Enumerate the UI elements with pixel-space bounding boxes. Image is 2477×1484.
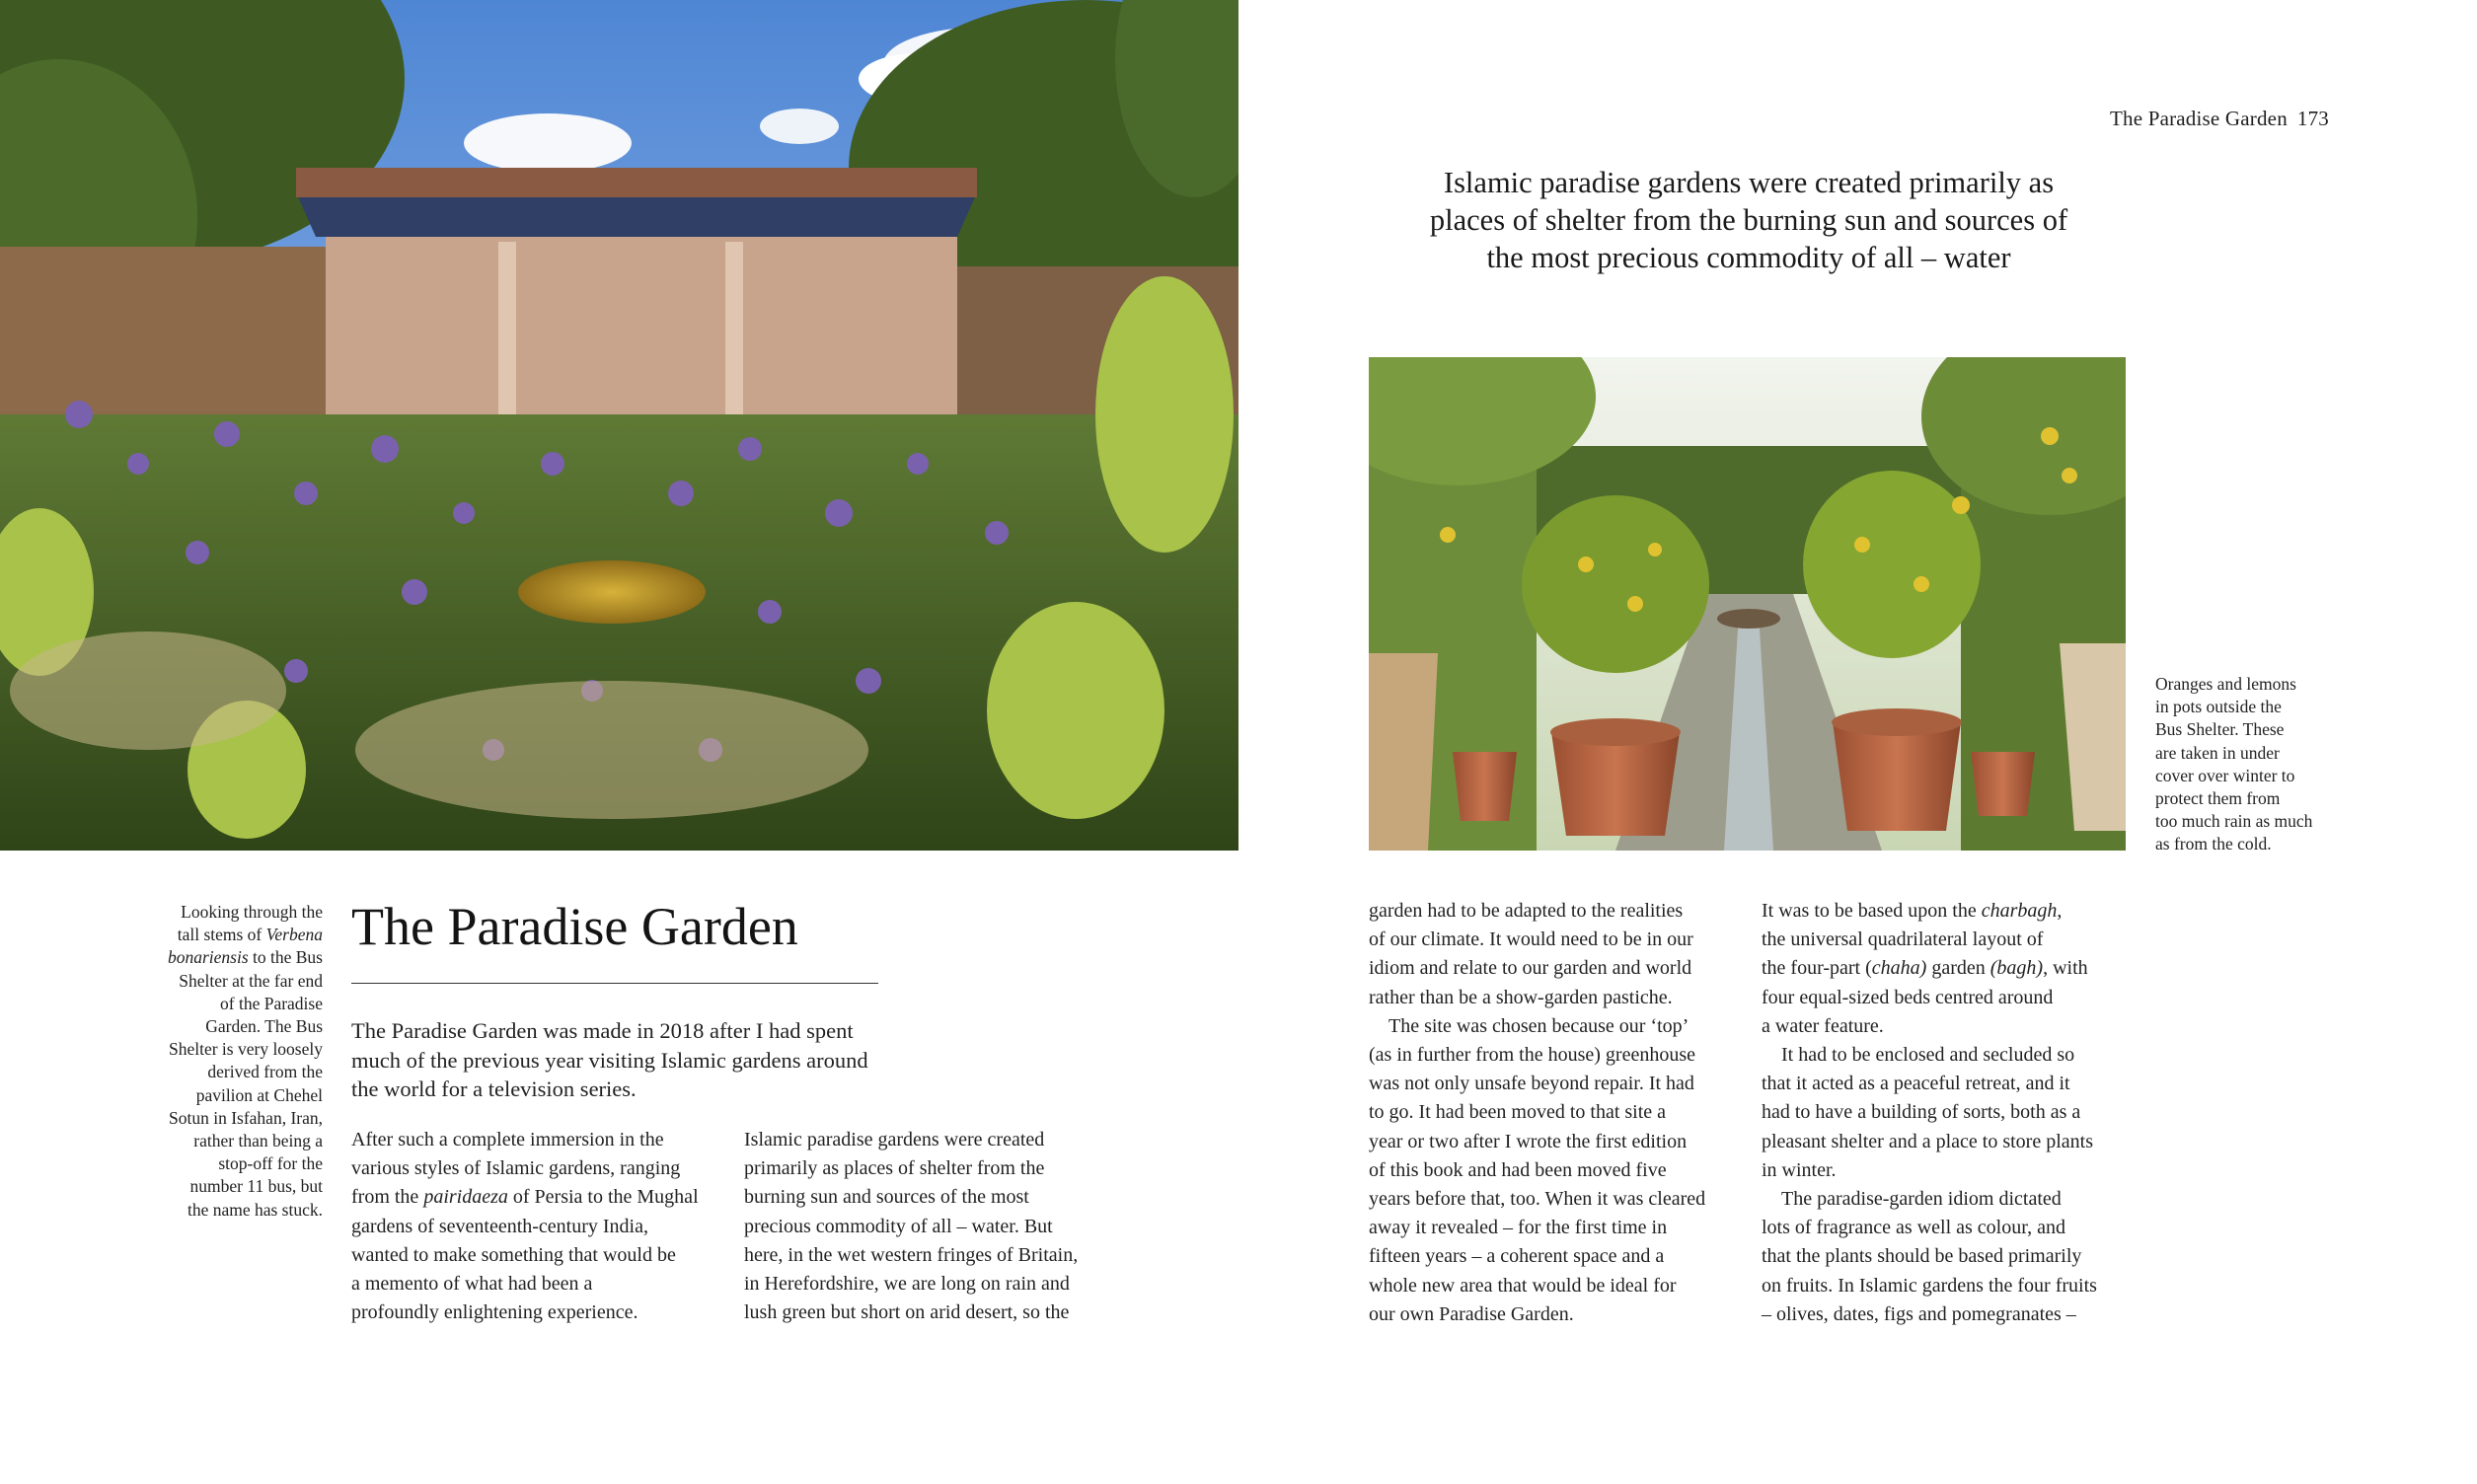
- text-line: [1762, 1070, 2141, 1098]
- caption-line: Oranges and lemons: [2155, 674, 2296, 694]
- text-run: year or two after I wrote the first edition: [1369, 1130, 1688, 1152]
- text-run: It was to be based upon the: [1762, 900, 1982, 922]
- text-line: [116, 993, 323, 1015]
- caption-line: as from the cold.: [2155, 834, 2272, 854]
- text-run: four equal-sized beds centred around: [1762, 986, 2054, 1008]
- text-run: the universal quadrilateral layout of: [1762, 928, 2044, 951]
- text-run: derived from the: [207, 1062, 323, 1082]
- text-line: [744, 1126, 1129, 1154]
- text-run: idiom and relate to our garden and world: [1369, 957, 1692, 980]
- text-line: [1762, 1156, 2141, 1185]
- text-line: [1762, 897, 2141, 926]
- text-run: pleasant shelter and a place to store plants: [1762, 1130, 2093, 1152]
- intro-line: much of the previous year visiting Islamic gardens around: [351, 1047, 868, 1073]
- intro-paragraph: [351, 1016, 934, 1104]
- text-line: [1762, 1242, 2141, 1271]
- italic-run: (bagh): [1989, 957, 2044, 980]
- text-run: garden: [1926, 957, 1990, 980]
- text-line: [1369, 1156, 1749, 1185]
- text-line: [1762, 954, 2141, 983]
- caption-line: Bus Shelter. These: [2155, 719, 2285, 740]
- text-run: lush green but short on arid desert, so the: [744, 1301, 1070, 1324]
- page-number: 173: [2296, 107, 2329, 130]
- text-line: [1762, 1041, 2141, 1070]
- text-line: [351, 1183, 736, 1212]
- italic-run: charbagh: [1981, 900, 2058, 922]
- text-run: to go. It had been moved to that site a: [1369, 1101, 1667, 1124]
- intro-line: the world for a television series.: [351, 1076, 637, 1101]
- text-line: [744, 1183, 1129, 1212]
- text-run: had to have a building of sorts, both as a: [1762, 1101, 2081, 1124]
- text-run: here, in the wet western fringes of Britain,: [744, 1243, 1079, 1266]
- text-line: [1369, 984, 1749, 1012]
- text-run: Shelter at the far end: [179, 970, 323, 991]
- text-line: [1369, 1128, 1749, 1156]
- text-run: Looking through the: [181, 902, 323, 922]
- text-run: rather than being a: [193, 1131, 323, 1151]
- text-run: It had to be enclosed and secluded so: [1762, 1044, 2075, 1067]
- text-run: our own Paradise Garden.: [1369, 1302, 1574, 1325]
- text-line: [116, 1015, 323, 1038]
- text-run: in winter.: [1762, 1158, 1837, 1181]
- text-line: [116, 1038, 323, 1061]
- text-run: whole new area that would be ideal for: [1369, 1274, 1677, 1297]
- text-line: [1369, 897, 1749, 926]
- text-line: [116, 1175, 323, 1198]
- garden-photo-illustration: [0, 0, 1238, 851]
- text-run: tall stems of: [177, 925, 266, 945]
- text-run: was not only unsafe beyond repair. It had: [1369, 1073, 1694, 1095]
- citrus-pots-illustration: [1369, 357, 2126, 851]
- text-line: [1762, 1300, 2141, 1329]
- text-line: [744, 1154, 1129, 1183]
- text-line: [1762, 1012, 2141, 1041]
- text-run: rather than be a show-garden pastiche.: [1369, 986, 1673, 1008]
- text-line: [116, 946, 323, 969]
- text-run: of our climate. It would need to be in our: [1369, 928, 1693, 951]
- text-line: [1762, 1272, 2141, 1300]
- text-run: profoundly enlightening experience.: [351, 1301, 638, 1324]
- text-run: of this book and had been moved five: [1369, 1158, 1667, 1181]
- text-line: [1762, 926, 2141, 954]
- text-run: – olives, dates, figs and pomegranates –: [1762, 1302, 2076, 1325]
- italic-run: bonariensis: [167, 947, 249, 968]
- text-run: primarily as places of shelter from the: [744, 1157, 1045, 1180]
- text-run: Shelter is very loosely: [168, 1039, 323, 1060]
- caption-line: protect them from: [2155, 788, 2281, 809]
- text-line: [1369, 1272, 1749, 1300]
- pull-quote-line: places of shelter from the burning sun and sources of: [1429, 203, 2068, 237]
- text-line: [744, 1298, 1129, 1327]
- text-line: [744, 1213, 1129, 1241]
- pull-quote-line: Islamic paradise gardens were created primarily as: [1443, 166, 2055, 199]
- text-line: [116, 1152, 323, 1175]
- text-line: [1762, 1128, 2141, 1156]
- text-line: [1369, 1242, 1749, 1271]
- text-line: [1369, 1012, 1749, 1041]
- text-run: pavilion at Chehel: [195, 1084, 323, 1105]
- text-line: [1762, 1214, 2141, 1242]
- text-run: The paradise-garden idiom dictated: [1762, 1188, 2062, 1211]
- italic-run: Verbena: [265, 925, 323, 945]
- text-line: [351, 1126, 736, 1154]
- text-run: the name has stuck.: [187, 1199, 323, 1220]
- pull-quote-line: the most precious commodity of all – water: [1486, 241, 2011, 274]
- caption-bus-shelter: [116, 901, 323, 1222]
- text-run: stop-off for the: [218, 1153, 323, 1174]
- text-line: [1369, 1185, 1749, 1214]
- text-line: [116, 924, 323, 946]
- caption-oranges-and-lemons: [2155, 673, 2343, 856]
- text-run: from the: [351, 1186, 424, 1209]
- text-run: wanted to make something that would be: [351, 1243, 676, 1266]
- text-line: [116, 1084, 323, 1107]
- text-run: the four-part (: [1762, 957, 1872, 980]
- body-column-4: [1762, 897, 2141, 1329]
- text-run: garden had to be adapted to the realities: [1369, 900, 1684, 922]
- running-head: [2013, 107, 2329, 131]
- text-run: various styles of Islamic gardens, ranging: [351, 1157, 681, 1180]
- text-run: on fruits. In Islamic gardens the four fruits: [1762, 1274, 2097, 1297]
- text-line: [1369, 954, 1749, 983]
- text-run: Garden. The Bus: [205, 1016, 323, 1037]
- text-run: The site was chosen because our ‘top’: [1369, 1014, 1689, 1037]
- text-run: that it acted as a peaceful retreat, and it: [1762, 1073, 2070, 1095]
- text-run: (as in further from the house) greenhouse: [1369, 1044, 1695, 1067]
- text-run: After such a complete immersion in the: [351, 1129, 664, 1150]
- text-run: fifteen years – a coherent space and a: [1369, 1245, 1665, 1268]
- text-run: burning sun and sources of the most: [744, 1186, 1029, 1209]
- text-line: [351, 1241, 736, 1270]
- text-run: years before that, too. When it was cleared: [1369, 1188, 1706, 1211]
- body-column-2: [744, 1126, 1129, 1327]
- text-line: [1762, 1185, 2141, 1214]
- text-line: [744, 1241, 1129, 1270]
- text-run: that the plants should be based primarily: [1762, 1245, 2082, 1268]
- text-line: [116, 1199, 323, 1222]
- caption-line: cover over winter to: [2155, 765, 2295, 785]
- text-line: [744, 1270, 1129, 1298]
- text-run: away it revealed – for the first time in: [1369, 1217, 1668, 1239]
- text-run: gardens of seventeenth-century India,: [351, 1215, 648, 1237]
- text-line: [116, 901, 323, 924]
- text-line: [351, 1298, 736, 1327]
- text-line: [1369, 1098, 1749, 1127]
- text-run: number 11 bus, but: [189, 1176, 323, 1197]
- caption-line: are taken in under: [2155, 742, 2280, 763]
- text-run: Islamic paradise gardens were created: [744, 1129, 1045, 1150]
- text-run: to the Bus: [248, 947, 323, 968]
- caption-line: in pots outside the: [2155, 697, 2282, 717]
- text-line: [351, 1270, 736, 1298]
- running-head-section: The Paradise Garden: [2110, 107, 2288, 130]
- text-run: a water feature.: [1762, 1014, 1884, 1037]
- text-line: [1369, 1041, 1749, 1070]
- text-line: [1369, 926, 1749, 954]
- text-line: [116, 1107, 323, 1130]
- body-column-1: [351, 1126, 736, 1327]
- text-line: [1762, 984, 2141, 1012]
- text-run: , with: [2043, 957, 2088, 980]
- text-run: precious commodity of all – water. But: [744, 1215, 1053, 1237]
- body-column-3: [1369, 897, 1749, 1329]
- text-run: Sotun in Isfahan, Iran,: [168, 1107, 323, 1128]
- text-line: [116, 1061, 323, 1083]
- text-line: [1369, 1070, 1749, 1098]
- text-run: ,: [2057, 900, 2063, 922]
- text-line: [116, 970, 323, 993]
- caption-line: too much rain as much: [2155, 811, 2313, 832]
- text-line: [1762, 1098, 2141, 1127]
- chapter-title: The Paradise Garden: [351, 897, 798, 956]
- intro-line: The Paradise Garden was made in 2018 after I had spent: [351, 1018, 854, 1043]
- text-line: [351, 1154, 736, 1183]
- italic-run: chaha): [1871, 957, 1927, 980]
- text-run: in Herefordshire, we are long on rain and: [744, 1273, 1070, 1296]
- photo-oranges-and-lemons-in-pots: [1369, 357, 2126, 851]
- text-run: a memento of what had been a: [351, 1273, 593, 1296]
- title-rule: [351, 983, 878, 984]
- text-line: [1369, 1300, 1749, 1329]
- photo-paradise-garden-bus-shelter: [0, 0, 1238, 851]
- text-run: of the Paradise: [220, 993, 323, 1013]
- text-line: [116, 1130, 323, 1152]
- text-line: [1369, 1214, 1749, 1242]
- text-run: of Persia to the Mughal: [507, 1186, 699, 1209]
- text-line: [351, 1213, 736, 1241]
- text-run: lots of fragrance as well as colour, and: [1762, 1217, 2065, 1239]
- italic-run: pairidaeza: [423, 1186, 508, 1209]
- pull-quote: [1354, 164, 2143, 276]
